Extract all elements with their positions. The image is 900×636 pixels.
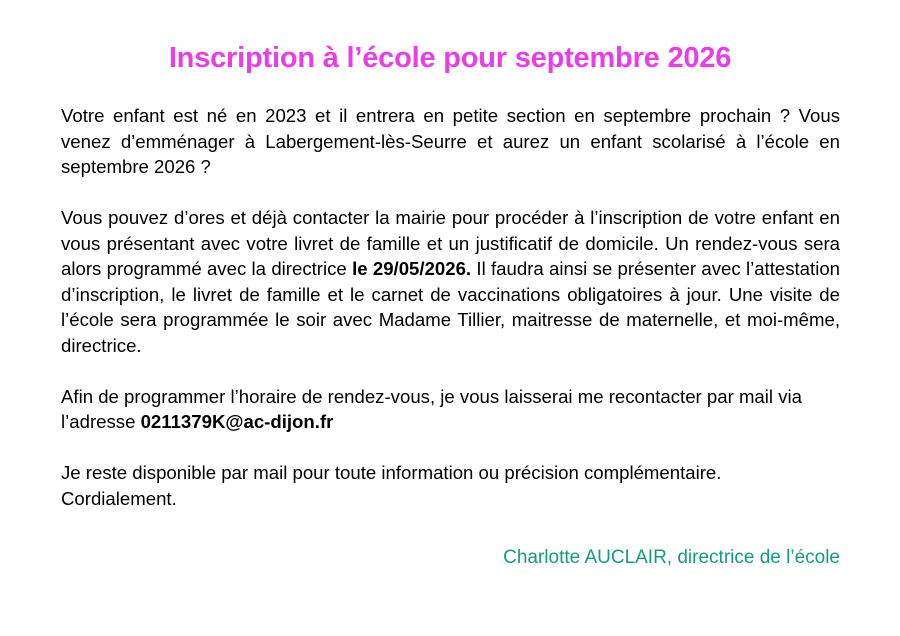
appointment-date: le 29/05/2026.: [352, 258, 472, 279]
signature: Charlotte AUCLAIR, directrice de l’école: [503, 547, 840, 568]
paragraph-closing: [61, 460, 840, 511]
document-title: Inscription à l’école pour septembre 2026: [168, 42, 732, 74]
paragraph-enrollment-question: Votre enfant est né en 2023 et il entrera en petite section en septembre prochain ? Vous venez d’emménager à Labergement-lès-Seurre et aurez un enfant scolarisé à l’école en septembre 2026 ?: [61, 105, 840, 177]
procedure-text-intro: Vous pouvez d’ores et déjà contacter la mairie pour procéder à l’inscription de votre enfant en vous présentant avec votre livret de famille et un justificatif de domicile. Un rendez-vous sera alors programmé avec la directrice: [61, 207, 840, 279]
closing-salutation: Cordialement.: [61, 487, 177, 509]
procedure-text-rest: Il faudra ainsi se présenter avec l’attestation d’inscription, le livret de famille et le carnet de vaccinations obligatoires à jour. Une visite de l’école sera programmée le soir avec Madame Tillier, maitresse de maternelle, et moi-même, directrice.: [61, 258, 841, 356]
document-body: [61, 103, 840, 511]
closing-availability: Je reste disponible par mail pour toute information ou précision complémentaire.: [61, 462, 722, 483]
paragraph-enrollment-procedure: [61, 205, 840, 358]
paragraph-contact: [61, 384, 840, 435]
contact-email: 0211379K@ac-dijon.fr: [140, 411, 334, 432]
contact-text-intro: Afin de programmer l’horaire de rendez-vous, je vous laisserai me recontacter par mail via l’adresse: [61, 385, 802, 432]
